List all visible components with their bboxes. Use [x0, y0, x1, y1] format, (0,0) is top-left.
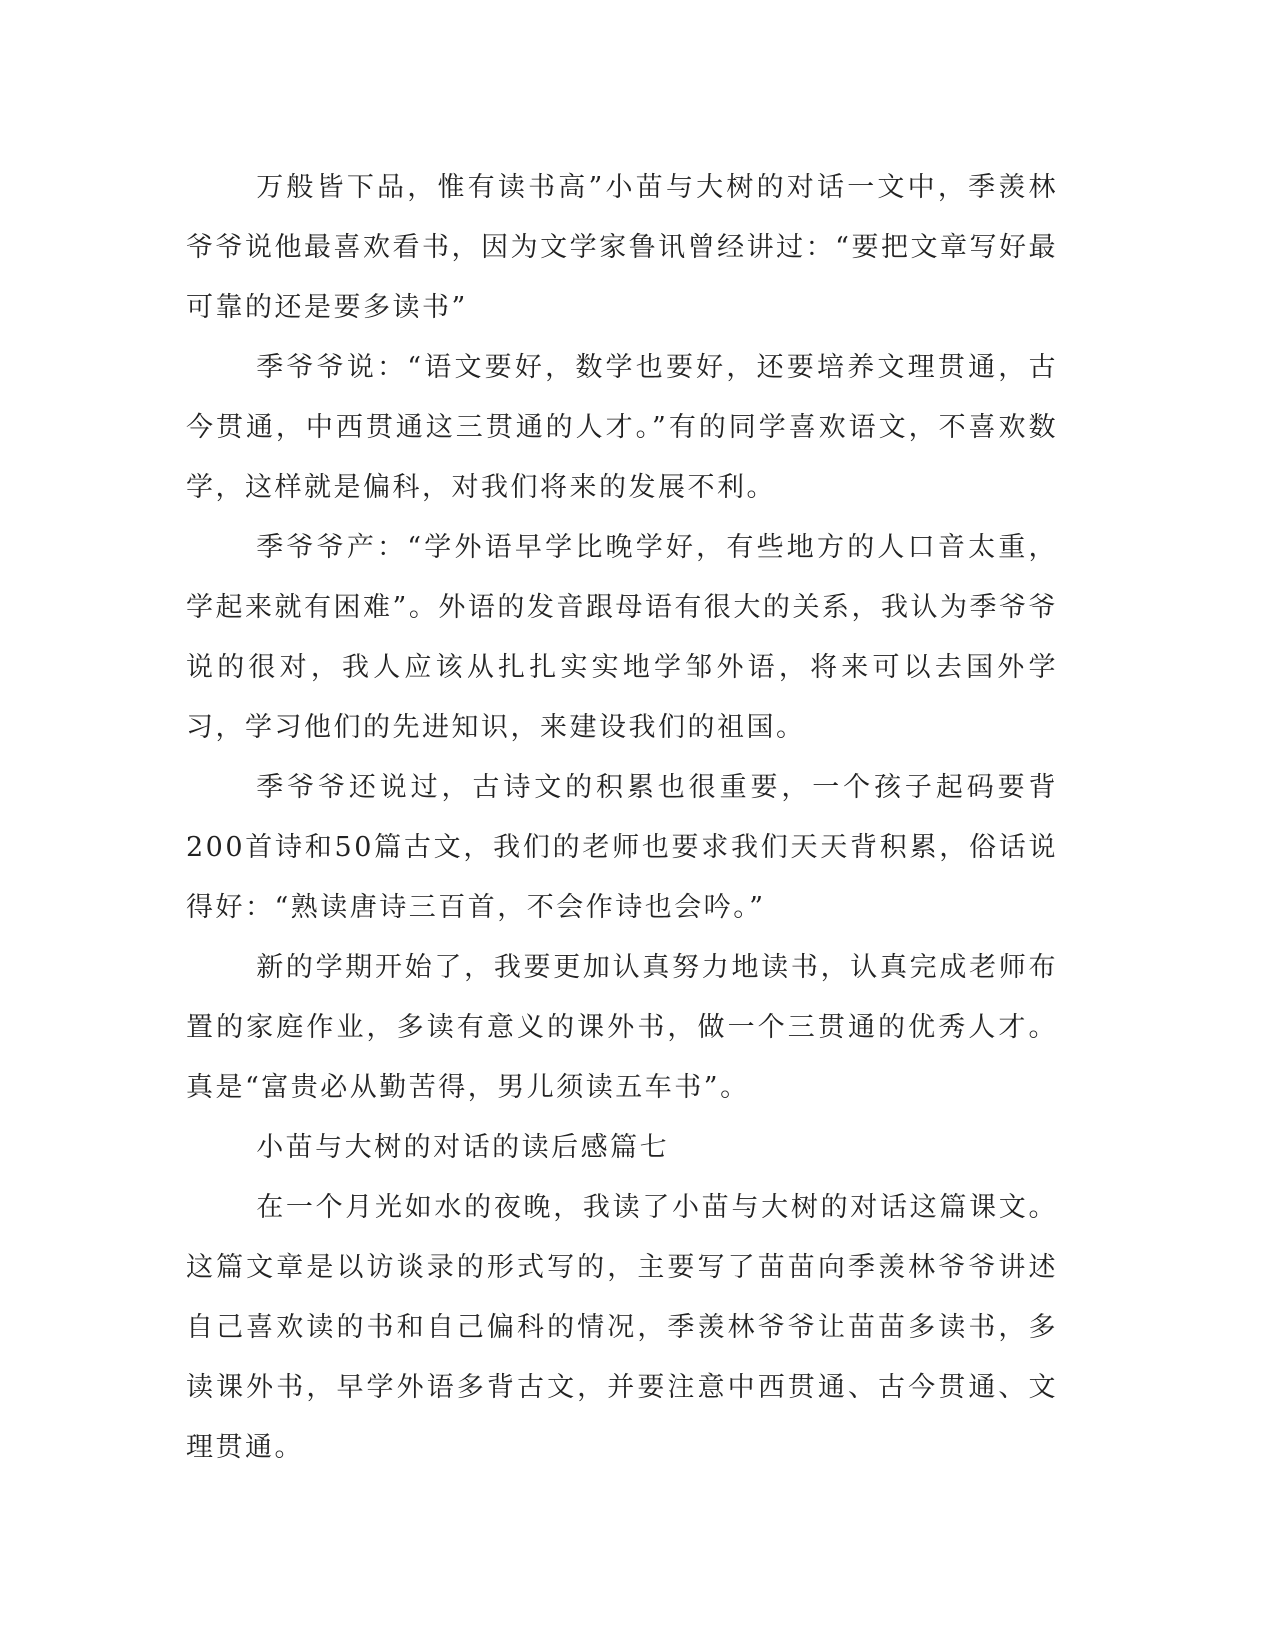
section-paragraph: 在一个月光如水的夜晚，我读了小苗与大树的对话这篇课文。这篇文章是以访谈录的形式写的，主要写了苗苗向季羡林爷爷讲述自己喜欢读的书和自己偏科的情况，季羡林爷爷让苗苗多读书，多读课外书，早学外语多背古文，并要注意中西贯通、古今贯通、文理贯通。 — [186, 1192, 1058, 1463]
document-body — [186, 158, 1058, 1478]
paragraph: 万般皆下品，惟有读书高”小苗与大树的对话一文中，季羡林爷爷说他最喜欢看书，因为文学家鲁讯曾经讲过：“要把文章写好最可靠的还是要多读书” — [186, 172, 1058, 323]
paragraph: 新的学期开始了，我要更加认真努力地读书，认真完成老师布置的家庭作业，多读有意义的课外书，做一个三贯通的优秀人才。真是“富贵必从勤苦得，男儿须读五车书”。 — [186, 952, 1058, 1103]
paragraph: 季爷爷产：“学外语早学比晚学好，有些地方的人口音太重，学起来就有困难”。外语的发音跟母语有很大的关系，我认为季爷爷说的很对，我人应该从扎扎实实地学邹外语，将来可以去国外学习，学习他们的先进知识，来建设我们的祖国。 — [186, 532, 1058, 743]
paragraph: 季爷爷说：“语文要好，数学也要好，还要培养文理贯通，古今贯通，中西贯通这三贯通的人才。”有的同学喜欢语文，不喜欢数学，这样就是偏科，对我们将来的发展不利。 — [186, 352, 1058, 503]
section-heading: 小苗与大树的对话的读后感篇七 — [256, 1132, 670, 1163]
paragraph: 季爷爷还说过，古诗文的积累也很重要，一个孩子起码要背200首诗和50篇古文，我们的老师也要求我们天天背积累，俗话说得好：“熟读唐诗三百首，不会作诗也会吟。” — [186, 772, 1058, 923]
